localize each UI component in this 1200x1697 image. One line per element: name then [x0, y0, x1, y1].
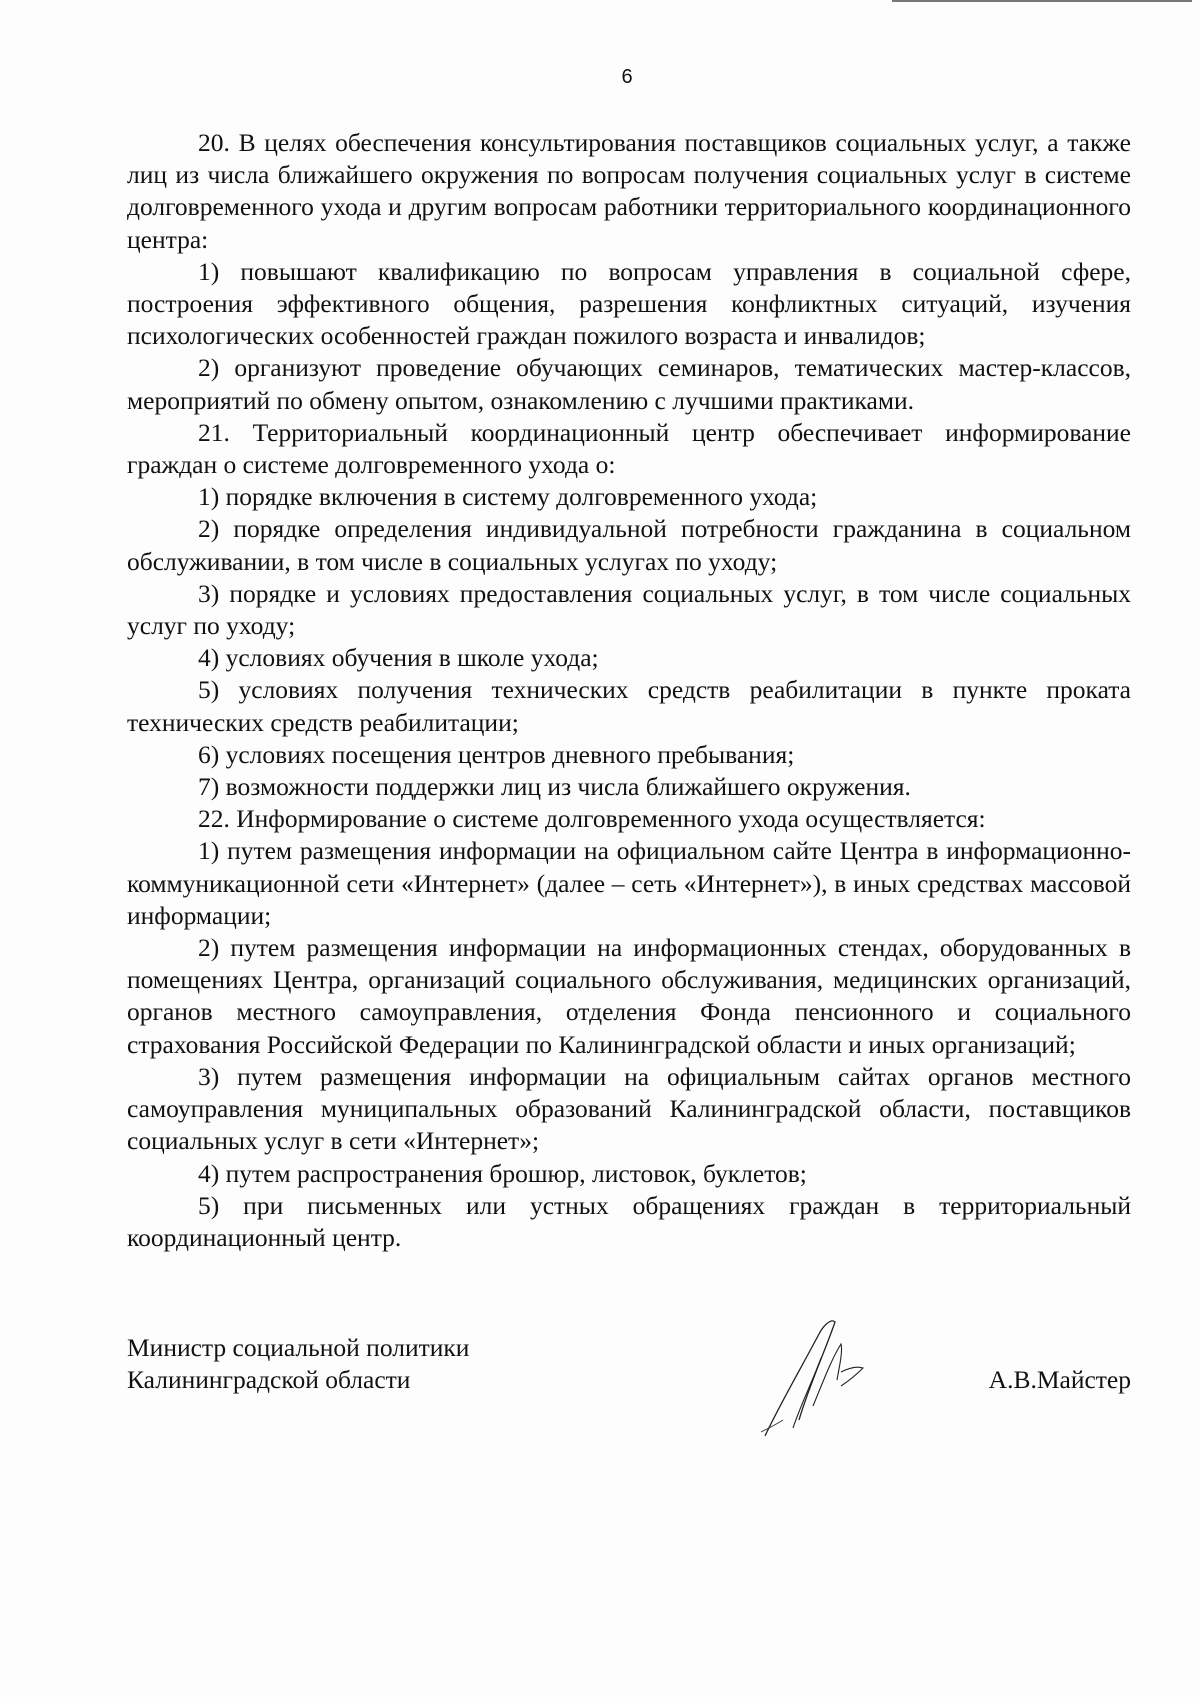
paragraph-21-item-6: 6) условиях посещения центров дневного пребывания; [198, 739, 795, 769]
paragraph-20-item-2: 2) организуют проведение обучающих семинаров, тематических мастер-классов, мероприятий по обмену опытом, ознакомлению с лучшими практиками. [127, 353, 1131, 415]
paragraph-21-item-5: 5) условиях получения технических средств реабилитации в пункте проката технических средств реабилитации; [127, 675, 1131, 737]
paragraph-21: 21. Территориальный координационный центр обеспечивает информирование граждан о системе долговременного ухода о: [127, 417, 1131, 480]
signatory-title-line-2: Калининградской области [127, 1365, 411, 1394]
page-number: 6 [621, 66, 633, 88]
signatory-title-line-1: Министр социальной политики [127, 1333, 470, 1362]
paragraph-21-item-2: 2) порядке определения индивидуальной потребности гражданина в социальном обслуживании, в том числе в социальных услугах по уходу; [127, 514, 1131, 576]
signature-block [127, 1332, 1131, 1452]
paragraph-21-item-4: 4) условиях обучения в школе ухода; [198, 643, 599, 673]
document-body [127, 127, 1131, 1254]
paragraph-22: 22. Информирование о системе долговременного ухода осуществляется: [198, 804, 986, 834]
paragraph-21-item-1: 1) порядке включения в систему долговременного ухода; [198, 482, 818, 512]
paragraph-22-item-1: 1) путем размещения информации на официальном сайте Центра в информационно-коммуникационной сети «Интернет» (далее – сеть «Интернет»), в иных средствах массовой информации; [127, 836, 1131, 930]
signatory-name: А.В.Майстер [988, 1365, 1131, 1394]
paragraph-21-item-7: 7) возможности поддержки лиц из числа ближайшего окружения. [198, 772, 911, 802]
handwritten-signature [757, 1308, 887, 1438]
paragraph-21-item-3: 3) порядке и условиях предоставления социальных услуг, в том числе социальных услуг по уходу; [127, 578, 1131, 641]
top-edge-rule [892, 0, 1192, 2]
paragraph-22-item-5: 5) при письменных или устных обращениях граждан в территориальный координационный центр. [127, 1190, 1131, 1252]
signatory-title [127, 1332, 469, 1396]
paragraph-22-item-3: 3) путем размещения информации на официальным сайтах органов местного самоуправления муниципальных образований Калининградской области, поставщиков социальных услуг в сети «Интернет»; [127, 1061, 1131, 1156]
paragraph-20: 20. В целях обеспечения консультирования поставщиков социальных услуг, а также лиц из числа ближайшего окружения по вопросам получения социальных услуг в системе долговременного ухода и другим вопросам работники территориального координационного центра: [127, 128, 1131, 254]
paragraph-22-item-4: 4) путем распространения брошюр, листовок, буклетов; [198, 1158, 807, 1188]
paragraph-20-item-1: 1) повышают квалификацию по вопросам управления в социальной сфере, построения эффективного общения, разрешения конфликтных ситуаций, изучения психологических особенностей граждан пожилого возраста и инвалидов; [127, 256, 1131, 351]
paragraph-22-item-2: 2) путем размещения информации на информационных стендах, оборудованных в помещениях Центра, организаций социального обслуживания, медицинских организаций, органов местного самоуправления, отделения Фонда пенсионного и социального страхования Российской Федерации по Калининградской области и иных организаций; [127, 933, 1131, 1059]
